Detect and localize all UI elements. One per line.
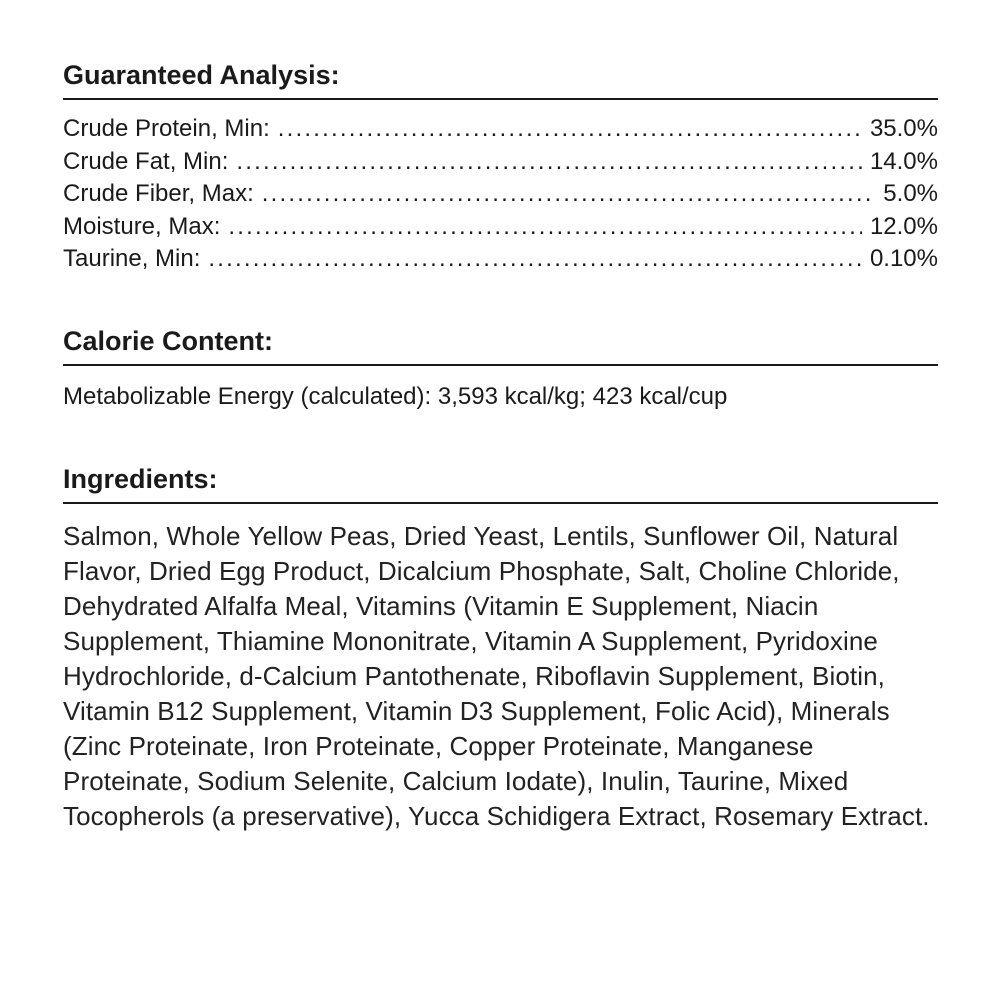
- analysis-row-taurine: [63, 245, 938, 278]
- analysis-value: 5.0%: [883, 180, 938, 207]
- ingredients-text: Salmon, Whole Yellow Peas, Dried Yeast, Lentils, Sunflower Oil, Natural Flavor, Dried Egg Product, Dicalcium Phosphate, Salt, Choline Chloride, Dehydrated Alfalfa Meal, Vitamins (Vitamin E Supplement, Niacin Supplement, Thiamine Mononitrate, Vitamin A Supplement, Pyridoxine Hydrochloride, d-Calcium Pantothenate, Riboflavin Supplement, Biotin, Vitamin B12 Supplement, Vitamin D3 Supplement, Folic Acid), Minerals (Zinc Proteinate, Iron Proteinate, Copper Proteinate, Manganese Proteinate, Sodium Selenite, Calcium Iodate), Inulin, Taurine, Mixed Tocopherols (a preservative), Yucca Schidigera Extract, Rosemary Extract.: [63, 521, 930, 831]
- analysis-label: Moisture, Max:: [63, 212, 221, 240]
- dot-leader: [262, 180, 876, 208]
- guaranteed-analysis-heading: Guaranteed Analysis:: [63, 60, 938, 100]
- analysis-value: 0.10%: [869, 245, 938, 272]
- analysis-row-crude-fat: [63, 148, 938, 181]
- analysis-value: 35.0%: [869, 115, 938, 142]
- analysis-row-moisture: [63, 213, 938, 246]
- analysis-label: Crude Fat, Min:: [63, 147, 229, 175]
- dot-leader: [208, 245, 862, 273]
- analysis-label: Crude Fiber, Max:: [63, 180, 254, 207]
- dot-leader: [228, 213, 862, 241]
- calorie-content-text: Metabolizable Energy (calculated): 3,593 kcal/kg; 423 kcal/cup: [63, 383, 728, 410]
- analysis-value: 14.0%: [869, 147, 938, 175]
- dot-leader: [236, 148, 862, 176]
- dot-leader: [278, 115, 862, 143]
- analysis-row-crude-fiber: [63, 180, 938, 213]
- ingredients-heading: Ingredients:: [63, 464, 938, 504]
- calorie-content-heading: Calorie Content:: [63, 326, 938, 366]
- analysis-label: Crude Protein, Min:: [63, 115, 270, 142]
- analysis-label: Taurine, Min:: [63, 245, 201, 272]
- analysis-value: 12.0%: [869, 212, 938, 240]
- guaranteed-analysis-list: [63, 115, 938, 278]
- analysis-row-crude-protein: [63, 115, 938, 148]
